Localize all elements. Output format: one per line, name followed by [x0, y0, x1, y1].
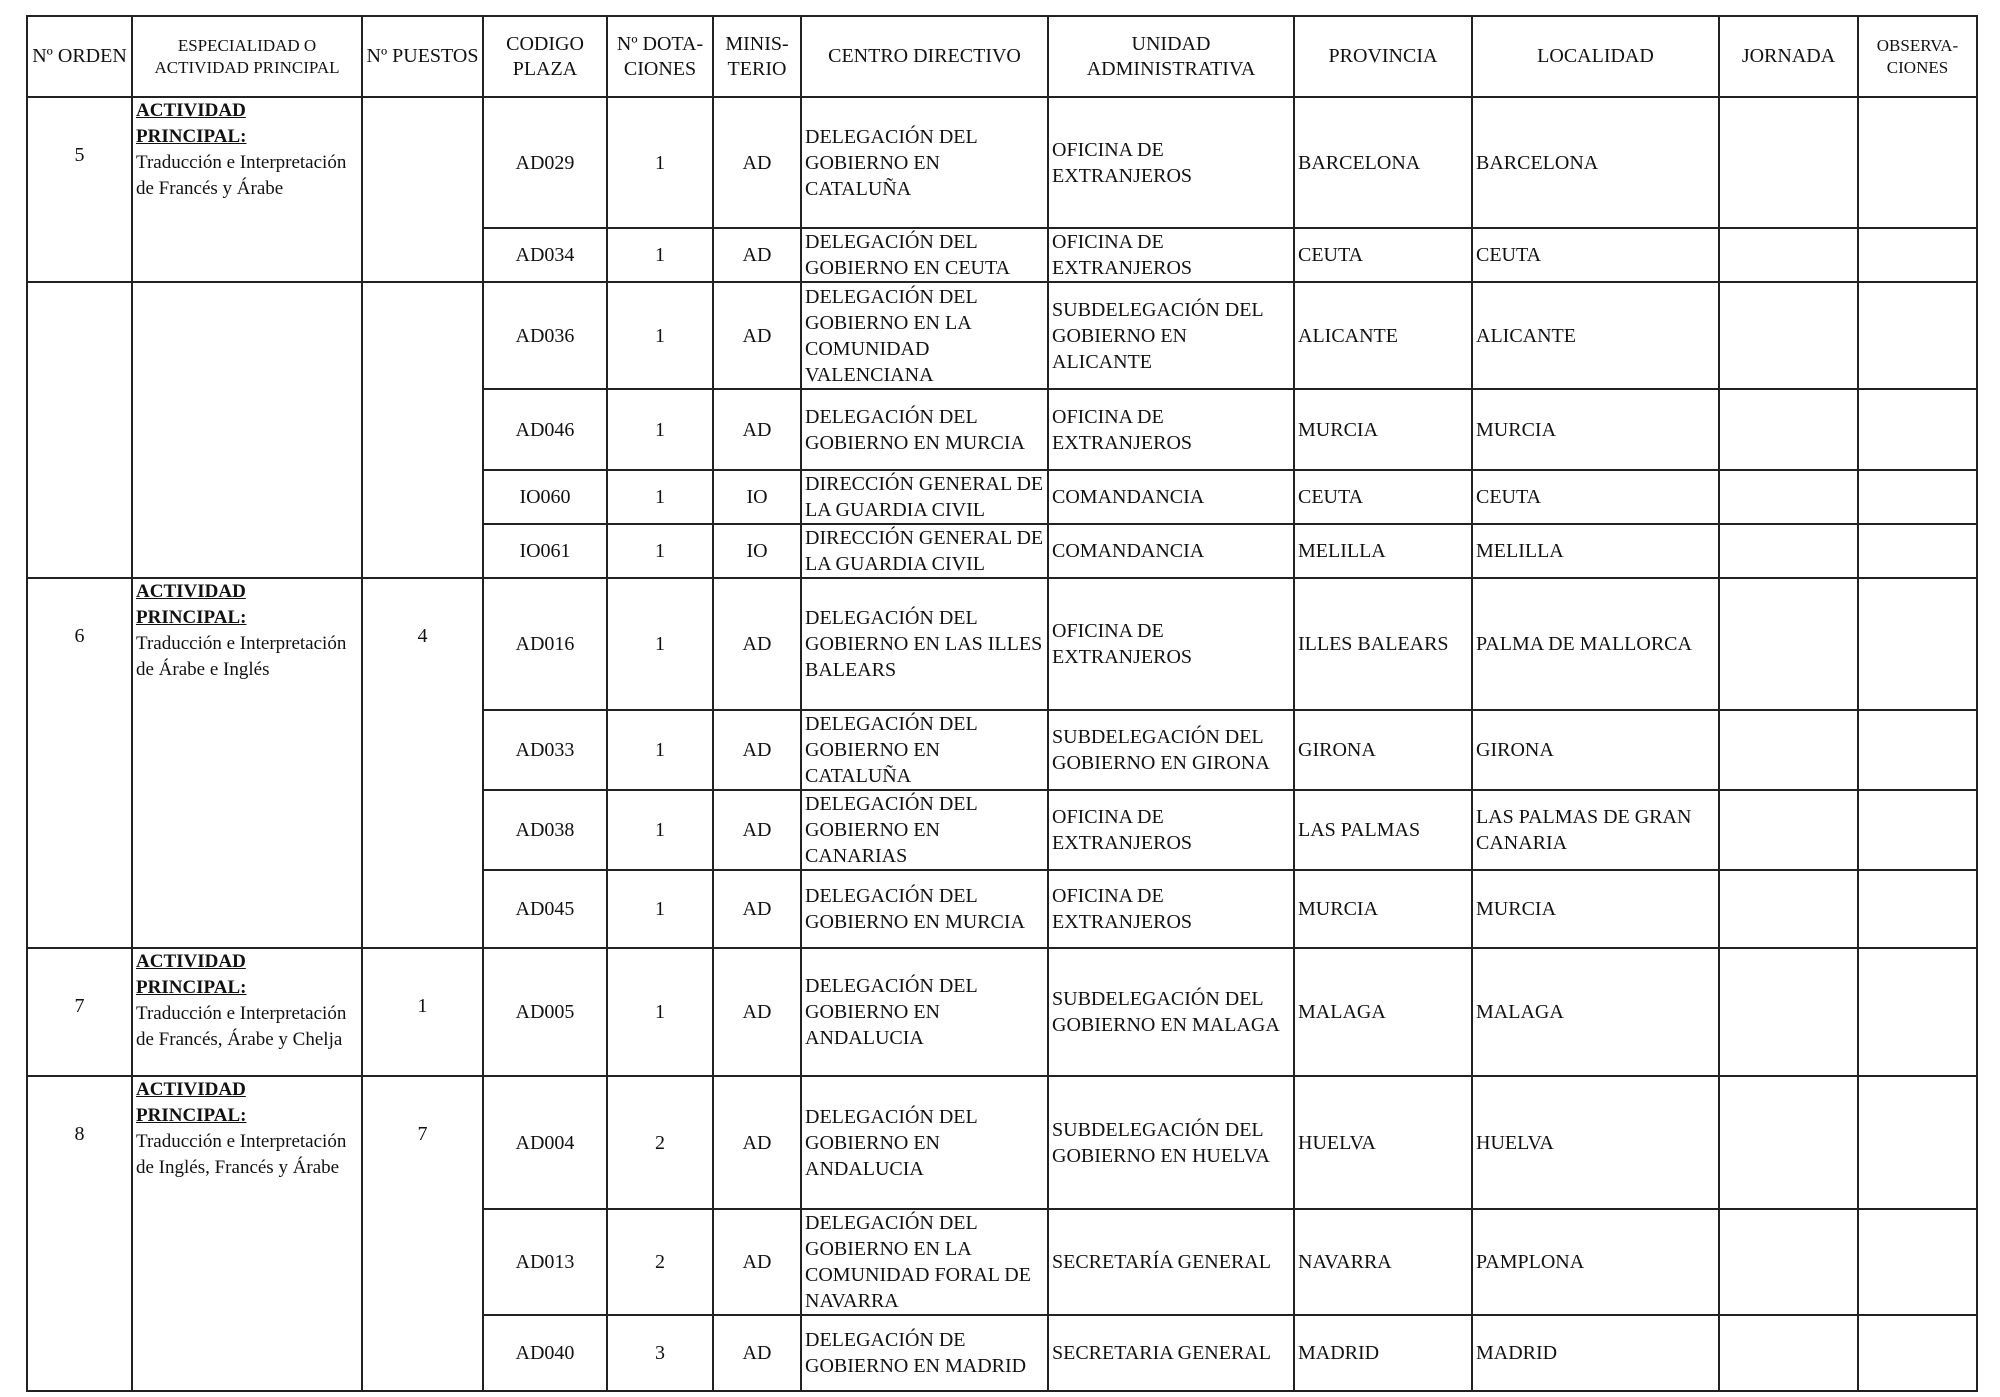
- centro-cell: DELEGACIÓN DEL GOBIERNO EN CANARIAS: [801, 790, 1048, 870]
- especialidad-text: Traducción e Interpretación de Árabe e Inglés: [136, 633, 347, 680]
- loc-cell: MELILLA: [1472, 524, 1719, 578]
- codigo-cell: IO060: [483, 470, 607, 524]
- obs-cell: [1858, 1209, 1977, 1315]
- obs-cell: [1858, 97, 1977, 228]
- loc-cell: HUELVA: [1472, 1076, 1719, 1209]
- codigo-cell: AD040: [483, 1315, 607, 1391]
- dot-cell: 1: [607, 389, 713, 470]
- centro-cell: DELEGACIÓN DEL GOBIERNO EN CATALUÑA: [801, 97, 1048, 228]
- jornada-cell: [1719, 870, 1858, 948]
- loc-cell: MURCIA: [1472, 389, 1719, 470]
- min-cell: AD: [713, 578, 801, 710]
- especialidad-label: ACTIVIDAD PRINCIPAL:: [136, 581, 247, 628]
- prov-cell: BARCELONA: [1294, 97, 1472, 228]
- codigo-cell: AD004: [483, 1076, 607, 1209]
- header-observaciones: OBSERVA-CIONES: [1858, 16, 1977, 97]
- orden-cell: 8: [27, 1076, 132, 1391]
- min-cell: AD: [713, 282, 801, 389]
- loc-cell: BARCELONA: [1472, 97, 1719, 228]
- loc-cell: MURCIA: [1472, 870, 1719, 948]
- table-row: [27, 1076, 1977, 1209]
- table-row: [27, 282, 1977, 389]
- centro-cell: DELEGACIÓN DEL GOBIERNO EN LA COMUNIDAD FORAL DE NAVARRA: [801, 1209, 1048, 1315]
- jornada-cell: [1719, 228, 1858, 282]
- unidad-cell: OFICINA DE EXTRANJEROS: [1048, 389, 1294, 470]
- centro-cell: DIRECCIÓN GENERAL DE LA GUARDIA CIVIL: [801, 524, 1048, 578]
- prov-cell: CEUTA: [1294, 470, 1472, 524]
- codigo-cell: AD005: [483, 948, 607, 1076]
- unidad-cell: SECRETARIA GENERAL: [1048, 1315, 1294, 1391]
- codigo-cell: AD033: [483, 710, 607, 790]
- prov-cell: MURCIA: [1294, 389, 1472, 470]
- dot-cell: 1: [607, 470, 713, 524]
- prov-cell: MADRID: [1294, 1315, 1472, 1391]
- prov-cell: MALAGA: [1294, 948, 1472, 1076]
- unidad-cell: COMANDANCIA: [1048, 524, 1294, 578]
- jornada-cell: [1719, 389, 1858, 470]
- jornada-cell: [1719, 1076, 1858, 1209]
- dot-cell: 1: [607, 578, 713, 710]
- obs-cell: [1858, 790, 1977, 870]
- obs-cell: [1858, 870, 1977, 948]
- unidad-cell: OFICINA DE EXTRANJEROS: [1048, 870, 1294, 948]
- jornada-cell: [1719, 790, 1858, 870]
- centro-cell: DELEGACIÓN DEL GOBIERNO EN MURCIA: [801, 389, 1048, 470]
- especialidad-cell: [132, 97, 362, 282]
- min-cell: AD: [713, 870, 801, 948]
- header-jornada: JORNADA: [1719, 16, 1858, 97]
- obs-cell: [1858, 710, 1977, 790]
- orden-cell: 6: [27, 578, 132, 948]
- jornada-cell: [1719, 948, 1858, 1076]
- header-especialidad: ESPECIALIDAD O ACTIVIDAD PRINCIPAL: [132, 16, 362, 97]
- loc-cell: MALAGA: [1472, 948, 1719, 1076]
- prov-cell: MELILLA: [1294, 524, 1472, 578]
- jornada-cell: [1719, 524, 1858, 578]
- especialidad-label: ACTIVIDAD PRINCIPAL:: [136, 1079, 247, 1126]
- centro-cell: DELEGACIÓN DEL GOBIERNO EN ANDALUCIA: [801, 1076, 1048, 1209]
- codigo-cell: AD029: [483, 97, 607, 228]
- centro-cell: DIRECCIÓN GENERAL DE LA GUARDIA CIVIL: [801, 470, 1048, 524]
- puestos-cell: [362, 97, 483, 282]
- obs-cell: [1858, 282, 1977, 389]
- obs-cell: [1858, 389, 1977, 470]
- dot-cell: 1: [607, 948, 713, 1076]
- centro-cell: DELEGACIÓN DEL GOBIERNO EN ANDALUCIA: [801, 948, 1048, 1076]
- unidad-cell: OFICINA DE EXTRANJEROS: [1048, 228, 1294, 282]
- min-cell: AD: [713, 790, 801, 870]
- dot-cell: 1: [607, 790, 713, 870]
- unidad-cell: OFICINA DE EXTRANJEROS: [1048, 97, 1294, 228]
- min-cell: AD: [713, 1315, 801, 1391]
- unidad-cell: SECRETARÍA GENERAL: [1048, 1209, 1294, 1315]
- prov-cell: ALICANTE: [1294, 282, 1472, 389]
- puestos-cell: [362, 282, 483, 578]
- unidad-cell: SUBDELEGACIÓN DEL GOBIERNO EN HUELVA: [1048, 1076, 1294, 1209]
- prov-cell: CEUTA: [1294, 228, 1472, 282]
- puestos-cell: 1: [362, 948, 483, 1076]
- obs-cell: [1858, 948, 1977, 1076]
- especialidad-text: Traducción e Interpretación de Francés y Árabe: [136, 152, 347, 199]
- dot-cell: 1: [607, 524, 713, 578]
- header-orden: Nº ORDEN: [27, 16, 132, 97]
- loc-cell: PAMPLONA: [1472, 1209, 1719, 1315]
- codigo-cell: AD034: [483, 228, 607, 282]
- obs-cell: [1858, 524, 1977, 578]
- dot-cell: 3: [607, 1315, 713, 1391]
- unidad-cell: SUBDELEGACIÓN DEL GOBIERNO EN MALAGA: [1048, 948, 1294, 1076]
- centro-cell: DELEGACIÓN DEL GOBIERNO EN MURCIA: [801, 870, 1048, 948]
- unidad-cell: OFICINA DE EXTRANJEROS: [1048, 790, 1294, 870]
- codigo-cell: IO061: [483, 524, 607, 578]
- header-codigo: CODIGO PLAZA: [483, 16, 607, 97]
- especialidad-cell: [132, 1076, 362, 1391]
- unidad-cell: SUBDELEGACIÓN DEL GOBIERNO EN ALICANTE: [1048, 282, 1294, 389]
- min-cell: AD: [713, 228, 801, 282]
- especialidad-label: ACTIVIDAD PRINCIPAL:: [136, 100, 247, 147]
- dot-cell: 1: [607, 710, 713, 790]
- unidad-cell: OFICINA DE EXTRANJEROS: [1048, 578, 1294, 710]
- dot-cell: 1: [607, 870, 713, 948]
- prov-cell: NAVARRA: [1294, 1209, 1472, 1315]
- unidad-cell: COMANDANCIA: [1048, 470, 1294, 524]
- plazas-table: [26, 15, 1978, 1392]
- prov-cell: ILLES BALEARS: [1294, 578, 1472, 710]
- centro-cell: DELEGACIÓN DEL GOBIERNO EN LA COMUNIDAD VALENCIANA: [801, 282, 1048, 389]
- puestos-cell: 7: [362, 1076, 483, 1391]
- header-puestos: Nº PUESTOS: [362, 16, 483, 97]
- especialidad-cell: [132, 948, 362, 1076]
- puestos-cell: 4: [362, 578, 483, 948]
- obs-cell: [1858, 578, 1977, 710]
- centro-cell: DELEGACIÓN DEL GOBIERNO EN LAS ILLES BALEARS: [801, 578, 1048, 710]
- prov-cell: HUELVA: [1294, 1076, 1472, 1209]
- prov-cell: GIRONA: [1294, 710, 1472, 790]
- especialidad-label: ACTIVIDAD PRINCIPAL:: [136, 951, 247, 998]
- loc-cell: CEUTA: [1472, 470, 1719, 524]
- orden-cell: 5: [27, 97, 132, 282]
- header-unidad: UNIDAD ADMINISTRATIVA: [1048, 16, 1294, 97]
- min-cell: AD: [713, 97, 801, 228]
- especialidad-text: Traducción e Interpretación de Inglés, Francés y Árabe: [136, 1131, 347, 1178]
- min-cell: AD: [713, 1209, 801, 1315]
- loc-cell: PALMA DE MALLORCA: [1472, 578, 1719, 710]
- codigo-cell: AD036: [483, 282, 607, 389]
- table-row: [27, 97, 1977, 228]
- dot-cell: 1: [607, 228, 713, 282]
- jornada-cell: [1719, 282, 1858, 389]
- codigo-cell: AD016: [483, 578, 607, 710]
- table-row: [27, 948, 1977, 1076]
- codigo-cell: AD045: [483, 870, 607, 948]
- header-dotaciones: Nº DOTA-CIONES: [607, 16, 713, 97]
- loc-cell: MADRID: [1472, 1315, 1719, 1391]
- obs-cell: [1858, 1315, 1977, 1391]
- table-row: [27, 578, 1977, 710]
- orden-cell: [27, 282, 132, 578]
- min-cell: IO: [713, 524, 801, 578]
- codigo-cell: AD013: [483, 1209, 607, 1315]
- centro-cell: DELEGACIÓN DE GOBIERNO EN MADRID: [801, 1315, 1048, 1391]
- jornada-cell: [1719, 470, 1858, 524]
- jornada-cell: [1719, 1209, 1858, 1315]
- codigo-cell: AD046: [483, 389, 607, 470]
- dot-cell: 2: [607, 1209, 713, 1315]
- loc-cell: LAS PALMAS DE GRAN CANARIA: [1472, 790, 1719, 870]
- header-centro: CENTRO DIRECTIVO: [801, 16, 1048, 97]
- jornada-cell: [1719, 97, 1858, 228]
- centro-cell: DELEGACIÓN DEL GOBIERNO EN CATALUÑA: [801, 710, 1048, 790]
- obs-cell: [1858, 470, 1977, 524]
- header-ministerio: MINIS-TERIO: [713, 16, 801, 97]
- min-cell: AD: [713, 1076, 801, 1209]
- codigo-cell: AD038: [483, 790, 607, 870]
- jornada-cell: [1719, 710, 1858, 790]
- dot-cell: 1: [607, 97, 713, 228]
- dot-cell: 1: [607, 282, 713, 389]
- min-cell: AD: [713, 948, 801, 1076]
- loc-cell: GIRONA: [1472, 710, 1719, 790]
- orden-cell: 7: [27, 948, 132, 1076]
- loc-cell: CEUTA: [1472, 228, 1719, 282]
- obs-cell: [1858, 228, 1977, 282]
- obs-cell: [1858, 1076, 1977, 1209]
- especialidad-cell: [132, 578, 362, 948]
- header-localidad: LOCALIDAD: [1472, 16, 1719, 97]
- dot-cell: 2: [607, 1076, 713, 1209]
- especialidad-text: Traducción e Interpretación de Francés, Árabe y Chelja: [136, 1003, 347, 1050]
- jornada-cell: [1719, 1315, 1858, 1391]
- unidad-cell: SUBDELEGACIÓN DEL GOBIERNO EN GIRONA: [1048, 710, 1294, 790]
- min-cell: AD: [713, 710, 801, 790]
- header-provincia: PROVINCIA: [1294, 16, 1472, 97]
- especialidad-cell: [132, 282, 362, 578]
- prov-cell: LAS PALMAS: [1294, 790, 1472, 870]
- centro-cell: DELEGACIÓN DEL GOBIERNO EN CEUTA: [801, 228, 1048, 282]
- prov-cell: MURCIA: [1294, 870, 1472, 948]
- loc-cell: ALICANTE: [1472, 282, 1719, 389]
- jornada-cell: [1719, 578, 1858, 710]
- min-cell: IO: [713, 470, 801, 524]
- min-cell: AD: [713, 389, 801, 470]
